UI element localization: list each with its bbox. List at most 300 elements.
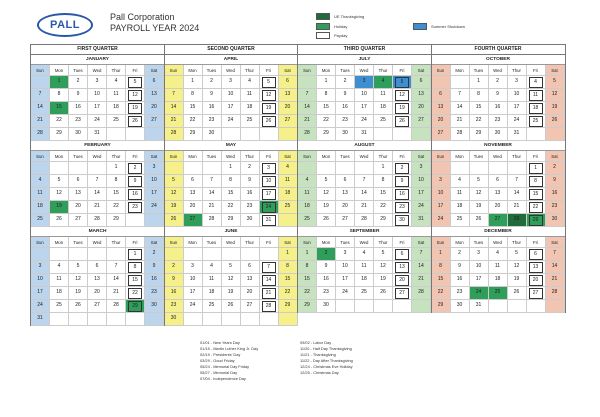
day-cell[interactable] bbox=[412, 287, 431, 300]
day-cell[interactable] bbox=[165, 188, 184, 201]
day-cell[interactable] bbox=[165, 201, 184, 214]
day-cell[interactable] bbox=[222, 261, 241, 274]
day-cell[interactable] bbox=[317, 102, 336, 115]
day-cell[interactable] bbox=[50, 201, 69, 214]
day-cell[interactable] bbox=[145, 261, 164, 274]
day-cell[interactable] bbox=[69, 89, 88, 102]
day-cell[interactable] bbox=[298, 188, 317, 201]
day-cell[interactable] bbox=[508, 89, 527, 102]
day-cell[interactable] bbox=[355, 175, 374, 188]
day-cell[interactable] bbox=[165, 261, 184, 274]
day-cell[interactable] bbox=[317, 115, 336, 128]
day-cell[interactable] bbox=[31, 261, 50, 274]
day-cell[interactable] bbox=[50, 287, 69, 300]
day-cell[interactable] bbox=[279, 274, 298, 287]
day-cell[interactable] bbox=[527, 162, 546, 175]
day-cell[interactable] bbox=[260, 300, 279, 313]
day-cell[interactable] bbox=[241, 261, 260, 274]
day-cell[interactable] bbox=[393, 89, 412, 102]
day-cell[interactable] bbox=[241, 287, 260, 300]
day-cell[interactable] bbox=[145, 76, 164, 89]
day-cell[interactable] bbox=[165, 274, 184, 287]
day-cell[interactable] bbox=[412, 115, 431, 128]
day-cell[interactable] bbox=[393, 214, 412, 227]
day-cell[interactable] bbox=[374, 201, 393, 214]
day-cell[interactable] bbox=[126, 300, 145, 313]
day-cell[interactable] bbox=[279, 175, 298, 188]
day-cell[interactable] bbox=[546, 175, 565, 188]
day-cell[interactable] bbox=[145, 102, 164, 115]
day-cell[interactable] bbox=[165, 175, 184, 188]
day-cell[interactable] bbox=[203, 102, 222, 115]
day-cell[interactable] bbox=[222, 175, 241, 188]
day-cell[interactable] bbox=[241, 300, 260, 313]
day-cell[interactable] bbox=[393, 188, 412, 201]
day-cell[interactable] bbox=[489, 248, 508, 261]
day-cell[interactable] bbox=[184, 89, 203, 102]
day-cell[interactable] bbox=[241, 89, 260, 102]
day-cell[interactable] bbox=[355, 274, 374, 287]
day-cell[interactable] bbox=[489, 102, 508, 115]
day-cell[interactable] bbox=[31, 214, 50, 227]
day-cell[interactable] bbox=[126, 89, 145, 102]
day-cell[interactable] bbox=[470, 287, 489, 300]
day-cell[interactable] bbox=[126, 261, 145, 274]
day-cell[interactable] bbox=[69, 128, 88, 141]
day-cell[interactable] bbox=[203, 300, 222, 313]
day-cell[interactable] bbox=[451, 128, 470, 141]
day-cell[interactable] bbox=[527, 89, 546, 102]
day-cell[interactable] bbox=[451, 201, 470, 214]
day-cell[interactable] bbox=[546, 274, 565, 287]
day-cell[interactable] bbox=[69, 261, 88, 274]
day-cell[interactable] bbox=[107, 261, 126, 274]
day-cell[interactable] bbox=[107, 214, 126, 227]
day-cell[interactable] bbox=[355, 214, 374, 227]
day-cell[interactable] bbox=[222, 287, 241, 300]
day-cell[interactable] bbox=[412, 162, 431, 175]
day-cell[interactable] bbox=[50, 188, 69, 201]
day-cell[interactable] bbox=[184, 300, 203, 313]
day-cell[interactable] bbox=[279, 188, 298, 201]
day-cell[interactable] bbox=[489, 128, 508, 141]
day-cell[interactable] bbox=[88, 188, 107, 201]
day-cell[interactable] bbox=[241, 188, 260, 201]
day-cell[interactable] bbox=[432, 287, 451, 300]
day-cell[interactable] bbox=[527, 287, 546, 300]
day-cell[interactable] bbox=[145, 300, 164, 313]
day-cell[interactable] bbox=[412, 214, 431, 227]
day-cell[interactable] bbox=[489, 201, 508, 214]
day-cell[interactable] bbox=[50, 89, 69, 102]
day-cell[interactable] bbox=[107, 115, 126, 128]
day-cell[interactable] bbox=[451, 175, 470, 188]
day-cell[interactable] bbox=[203, 115, 222, 128]
day-cell[interactable] bbox=[298, 287, 317, 300]
day-cell[interactable] bbox=[31, 175, 50, 188]
day-cell[interactable] bbox=[241, 102, 260, 115]
day-cell[interactable] bbox=[69, 287, 88, 300]
day-cell[interactable] bbox=[336, 115, 355, 128]
day-cell[interactable] bbox=[355, 248, 374, 261]
day-cell[interactable] bbox=[88, 128, 107, 141]
day-cell[interactable] bbox=[298, 214, 317, 227]
day-cell[interactable] bbox=[50, 300, 69, 313]
day-cell[interactable] bbox=[184, 214, 203, 227]
day-cell[interactable] bbox=[508, 188, 527, 201]
day-cell[interactable] bbox=[241, 175, 260, 188]
day-cell[interactable] bbox=[470, 300, 489, 313]
day-cell[interactable] bbox=[69, 300, 88, 313]
day-cell[interactable] bbox=[260, 287, 279, 300]
day-cell[interactable] bbox=[546, 89, 565, 102]
day-cell[interactable] bbox=[241, 162, 260, 175]
day-cell[interactable] bbox=[69, 274, 88, 287]
day-cell[interactable] bbox=[184, 287, 203, 300]
day-cell[interactable] bbox=[260, 102, 279, 115]
day-cell[interactable] bbox=[184, 128, 203, 141]
day-cell[interactable] bbox=[184, 188, 203, 201]
day-cell[interactable] bbox=[107, 76, 126, 89]
day-cell[interactable] bbox=[432, 274, 451, 287]
day-cell[interactable] bbox=[355, 76, 374, 89]
day-cell[interactable] bbox=[508, 214, 527, 227]
day-cell[interactable] bbox=[470, 102, 489, 115]
day-cell[interactable] bbox=[393, 102, 412, 115]
day-cell[interactable] bbox=[126, 287, 145, 300]
day-cell[interactable] bbox=[546, 214, 565, 227]
day-cell[interactable] bbox=[527, 102, 546, 115]
day-cell[interactable] bbox=[508, 102, 527, 115]
day-cell[interactable] bbox=[546, 115, 565, 128]
day-cell[interactable] bbox=[470, 89, 489, 102]
day-cell[interactable] bbox=[374, 274, 393, 287]
day-cell[interactable] bbox=[336, 89, 355, 102]
day-cell[interactable] bbox=[393, 162, 412, 175]
day-cell[interactable] bbox=[470, 261, 489, 274]
day-cell[interactable] bbox=[222, 300, 241, 313]
day-cell[interactable] bbox=[374, 102, 393, 115]
day-cell[interactable] bbox=[184, 274, 203, 287]
day-cell[interactable] bbox=[50, 214, 69, 227]
day-cell[interactable] bbox=[88, 76, 107, 89]
day-cell[interactable] bbox=[317, 274, 336, 287]
day-cell[interactable] bbox=[107, 188, 126, 201]
day-cell[interactable] bbox=[69, 201, 88, 214]
day-cell[interactable] bbox=[88, 201, 107, 214]
day-cell[interactable] bbox=[527, 248, 546, 261]
day-cell[interactable] bbox=[336, 128, 355, 141]
day-cell[interactable] bbox=[279, 76, 298, 89]
day-cell[interactable] bbox=[355, 89, 374, 102]
day-cell[interactable] bbox=[489, 261, 508, 274]
day-cell[interactable] bbox=[50, 76, 69, 89]
day-cell[interactable] bbox=[31, 201, 50, 214]
day-cell[interactable] bbox=[393, 287, 412, 300]
day-cell[interactable] bbox=[336, 248, 355, 261]
day-cell[interactable] bbox=[508, 128, 527, 141]
day-cell[interactable] bbox=[298, 300, 317, 313]
day-cell[interactable] bbox=[508, 261, 527, 274]
day-cell[interactable] bbox=[336, 175, 355, 188]
day-cell[interactable] bbox=[298, 248, 317, 261]
day-cell[interactable] bbox=[508, 115, 527, 128]
day-cell[interactable] bbox=[546, 248, 565, 261]
day-cell[interactable] bbox=[527, 115, 546, 128]
day-cell[interactable] bbox=[374, 175, 393, 188]
day-cell[interactable] bbox=[432, 115, 451, 128]
day-cell[interactable] bbox=[546, 287, 565, 300]
day-cell[interactable] bbox=[260, 89, 279, 102]
day-cell[interactable] bbox=[489, 76, 508, 89]
day-cell[interactable] bbox=[432, 128, 451, 141]
day-cell[interactable] bbox=[412, 102, 431, 115]
day-cell[interactable] bbox=[355, 261, 374, 274]
day-cell[interactable] bbox=[432, 175, 451, 188]
day-cell[interactable] bbox=[31, 89, 50, 102]
day-cell[interactable] bbox=[260, 175, 279, 188]
day-cell[interactable] bbox=[107, 175, 126, 188]
day-cell[interactable] bbox=[374, 287, 393, 300]
day-cell[interactable] bbox=[432, 261, 451, 274]
day-cell[interactable] bbox=[88, 214, 107, 227]
day-cell[interactable] bbox=[145, 248, 164, 261]
day-cell[interactable] bbox=[88, 274, 107, 287]
day-cell[interactable] bbox=[527, 214, 546, 227]
day-cell[interactable] bbox=[50, 175, 69, 188]
day-cell[interactable] bbox=[470, 115, 489, 128]
day-cell[interactable] bbox=[393, 248, 412, 261]
day-cell[interactable] bbox=[451, 261, 470, 274]
day-cell[interactable] bbox=[145, 162, 164, 175]
day-cell[interactable] bbox=[31, 300, 50, 313]
day-cell[interactable] bbox=[203, 214, 222, 227]
day-cell[interactable] bbox=[126, 162, 145, 175]
day-cell[interactable] bbox=[527, 274, 546, 287]
day-cell[interactable] bbox=[145, 188, 164, 201]
day-cell[interactable] bbox=[165, 102, 184, 115]
day-cell[interactable] bbox=[317, 188, 336, 201]
day-cell[interactable] bbox=[88, 89, 107, 102]
day-cell[interactable] bbox=[317, 261, 336, 274]
day-cell[interactable] bbox=[279, 287, 298, 300]
day-cell[interactable] bbox=[374, 188, 393, 201]
day-cell[interactable] bbox=[298, 115, 317, 128]
day-cell[interactable] bbox=[203, 201, 222, 214]
day-cell[interactable] bbox=[203, 175, 222, 188]
day-cell[interactable] bbox=[317, 214, 336, 227]
day-cell[interactable] bbox=[88, 115, 107, 128]
day-cell[interactable] bbox=[107, 102, 126, 115]
day-cell[interactable] bbox=[451, 89, 470, 102]
day-cell[interactable] bbox=[165, 128, 184, 141]
day-cell[interactable] bbox=[546, 201, 565, 214]
day-cell[interactable] bbox=[508, 76, 527, 89]
day-cell[interactable] bbox=[145, 287, 164, 300]
day-cell[interactable] bbox=[546, 76, 565, 89]
day-cell[interactable] bbox=[69, 214, 88, 227]
day-cell[interactable] bbox=[336, 201, 355, 214]
day-cell[interactable] bbox=[88, 300, 107, 313]
day-cell[interactable] bbox=[145, 201, 164, 214]
day-cell[interactable] bbox=[69, 102, 88, 115]
day-cell[interactable] bbox=[451, 115, 470, 128]
day-cell[interactable] bbox=[222, 102, 241, 115]
day-cell[interactable] bbox=[260, 188, 279, 201]
day-cell[interactable] bbox=[489, 274, 508, 287]
day-cell[interactable] bbox=[470, 214, 489, 227]
day-cell[interactable] bbox=[165, 287, 184, 300]
day-cell[interactable] bbox=[165, 300, 184, 313]
day-cell[interactable] bbox=[393, 115, 412, 128]
day-cell[interactable] bbox=[470, 248, 489, 261]
day-cell[interactable] bbox=[508, 287, 527, 300]
day-cell[interactable] bbox=[126, 76, 145, 89]
day-cell[interactable] bbox=[203, 188, 222, 201]
day-cell[interactable] bbox=[527, 188, 546, 201]
day-cell[interactable] bbox=[432, 89, 451, 102]
day-cell[interactable] bbox=[165, 313, 184, 326]
day-cell[interactable] bbox=[279, 261, 298, 274]
day-cell[interactable] bbox=[241, 76, 260, 89]
day-cell[interactable] bbox=[317, 175, 336, 188]
day-cell[interactable] bbox=[336, 188, 355, 201]
day-cell[interactable] bbox=[260, 115, 279, 128]
day-cell[interactable] bbox=[126, 274, 145, 287]
day-cell[interactable] bbox=[31, 102, 50, 115]
day-cell[interactable] bbox=[107, 201, 126, 214]
day-cell[interactable] bbox=[260, 274, 279, 287]
day-cell[interactable] bbox=[107, 162, 126, 175]
day-cell[interactable] bbox=[393, 175, 412, 188]
day-cell[interactable] bbox=[470, 188, 489, 201]
day-cell[interactable] bbox=[355, 201, 374, 214]
day-cell[interactable] bbox=[336, 274, 355, 287]
day-cell[interactable] bbox=[69, 115, 88, 128]
day-cell[interactable] bbox=[336, 102, 355, 115]
day-cell[interactable] bbox=[279, 102, 298, 115]
day-cell[interactable] bbox=[50, 128, 69, 141]
day-cell[interactable] bbox=[432, 248, 451, 261]
day-cell[interactable] bbox=[374, 248, 393, 261]
day-cell[interactable] bbox=[222, 274, 241, 287]
day-cell[interactable] bbox=[412, 89, 431, 102]
day-cell[interactable] bbox=[412, 248, 431, 261]
day-cell[interactable] bbox=[260, 76, 279, 89]
day-cell[interactable] bbox=[50, 274, 69, 287]
day-cell[interactable] bbox=[546, 261, 565, 274]
day-cell[interactable] bbox=[203, 89, 222, 102]
day-cell[interactable] bbox=[279, 300, 298, 313]
day-cell[interactable] bbox=[508, 175, 527, 188]
day-cell[interactable] bbox=[317, 300, 336, 313]
day-cell[interactable] bbox=[260, 261, 279, 274]
day-cell[interactable] bbox=[69, 188, 88, 201]
day-cell[interactable] bbox=[222, 214, 241, 227]
day-cell[interactable] bbox=[279, 115, 298, 128]
day-cell[interactable] bbox=[393, 76, 412, 89]
day-cell[interactable] bbox=[107, 287, 126, 300]
day-cell[interactable] bbox=[355, 188, 374, 201]
day-cell[interactable] bbox=[184, 175, 203, 188]
day-cell[interactable] bbox=[279, 162, 298, 175]
day-cell[interactable] bbox=[470, 128, 489, 141]
day-cell[interactable] bbox=[355, 115, 374, 128]
day-cell[interactable] bbox=[184, 76, 203, 89]
day-cell[interactable] bbox=[374, 89, 393, 102]
day-cell[interactable] bbox=[241, 274, 260, 287]
day-cell[interactable] bbox=[107, 300, 126, 313]
day-cell[interactable] bbox=[222, 162, 241, 175]
day-cell[interactable] bbox=[126, 248, 145, 261]
day-cell[interactable] bbox=[31, 115, 50, 128]
day-cell[interactable] bbox=[145, 115, 164, 128]
day-cell[interactable] bbox=[126, 102, 145, 115]
day-cell[interactable] bbox=[184, 201, 203, 214]
day-cell[interactable] bbox=[412, 201, 431, 214]
day-cell[interactable] bbox=[508, 274, 527, 287]
day-cell[interactable] bbox=[298, 261, 317, 274]
day-cell[interactable] bbox=[31, 188, 50, 201]
day-cell[interactable] bbox=[374, 261, 393, 274]
day-cell[interactable] bbox=[203, 274, 222, 287]
day-cell[interactable] bbox=[222, 188, 241, 201]
day-cell[interactable] bbox=[69, 175, 88, 188]
day-cell[interactable] bbox=[88, 102, 107, 115]
day-cell[interactable] bbox=[165, 89, 184, 102]
day-cell[interactable] bbox=[126, 175, 145, 188]
day-cell[interactable] bbox=[260, 201, 279, 214]
day-cell[interactable] bbox=[470, 76, 489, 89]
day-cell[interactable] bbox=[184, 115, 203, 128]
day-cell[interactable] bbox=[489, 188, 508, 201]
day-cell[interactable] bbox=[451, 102, 470, 115]
day-cell[interactable] bbox=[31, 313, 50, 326]
day-cell[interactable] bbox=[241, 201, 260, 214]
day-cell[interactable] bbox=[298, 128, 317, 141]
day-cell[interactable] bbox=[50, 102, 69, 115]
day-cell[interactable] bbox=[203, 287, 222, 300]
day-cell[interactable] bbox=[279, 201, 298, 214]
day-cell[interactable] bbox=[317, 128, 336, 141]
day-cell[interactable] bbox=[298, 201, 317, 214]
day-cell[interactable] bbox=[222, 201, 241, 214]
day-cell[interactable] bbox=[355, 102, 374, 115]
day-cell[interactable] bbox=[412, 175, 431, 188]
day-cell[interactable] bbox=[31, 274, 50, 287]
day-cell[interactable] bbox=[69, 76, 88, 89]
day-cell[interactable] bbox=[412, 261, 431, 274]
day-cell[interactable] bbox=[88, 175, 107, 188]
day-cell[interactable] bbox=[165, 214, 184, 227]
day-cell[interactable] bbox=[203, 76, 222, 89]
day-cell[interactable] bbox=[451, 214, 470, 227]
day-cell[interactable] bbox=[393, 201, 412, 214]
day-cell[interactable] bbox=[31, 128, 50, 141]
day-cell[interactable] bbox=[432, 214, 451, 227]
day-cell[interactable] bbox=[355, 128, 374, 141]
day-cell[interactable] bbox=[184, 261, 203, 274]
day-cell[interactable] bbox=[145, 89, 164, 102]
day-cell[interactable] bbox=[508, 201, 527, 214]
day-cell[interactable] bbox=[527, 261, 546, 274]
day-cell[interactable] bbox=[470, 175, 489, 188]
day-cell[interactable] bbox=[336, 214, 355, 227]
day-cell[interactable] bbox=[470, 274, 489, 287]
day-cell[interactable] bbox=[489, 175, 508, 188]
day-cell[interactable] bbox=[527, 175, 546, 188]
day-cell[interactable] bbox=[317, 287, 336, 300]
